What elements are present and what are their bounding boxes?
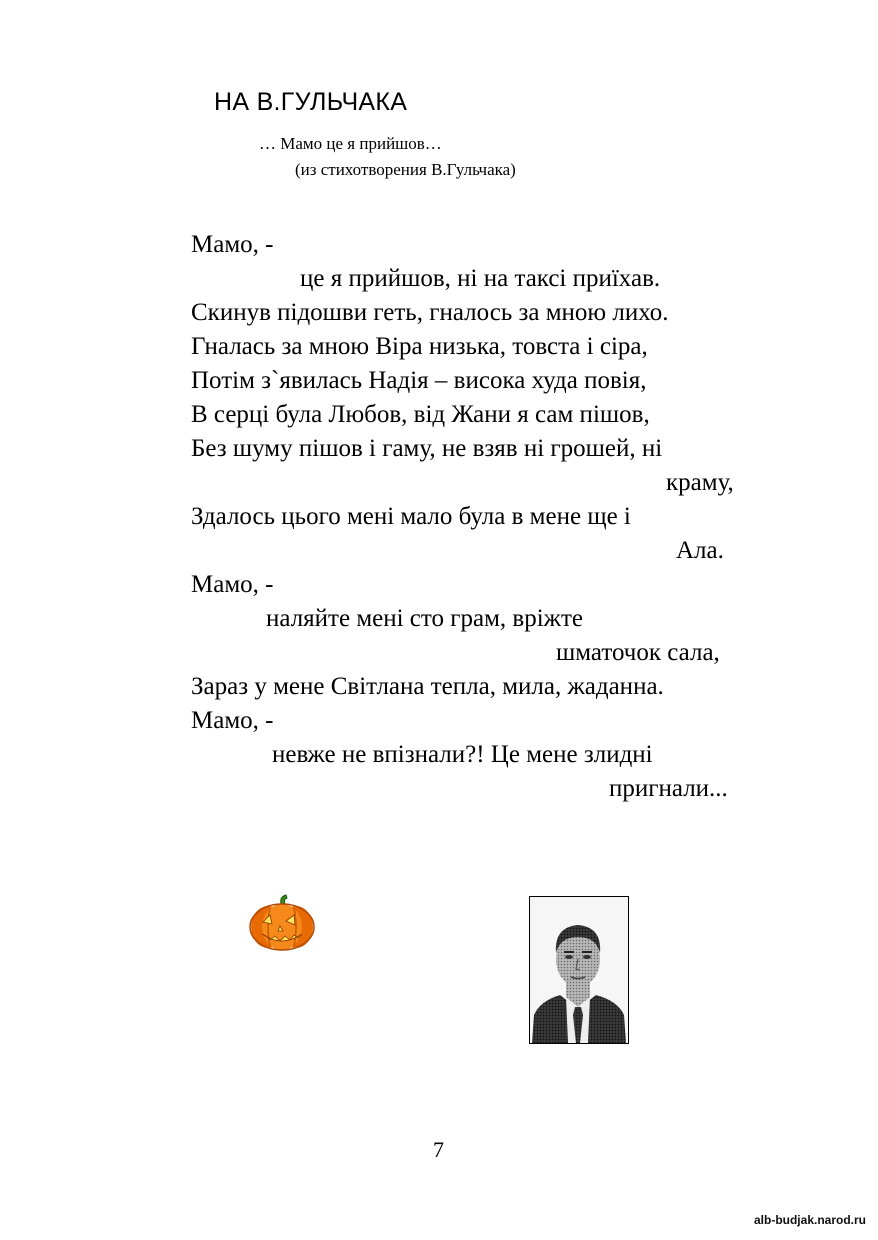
poem-line: краму, <box>666 469 734 496</box>
epigraph-source: (из стихотворения В.Гульчака) <box>295 160 516 179</box>
poem-line: Здалось цього мені мало була в мене ще і <box>191 503 631 530</box>
epigraph-line: … Мамо це я прийшов… <box>259 134 442 153</box>
poem-line: Мамо, - <box>191 231 274 258</box>
poem-title: НА В.ГУЛЬЧАКА <box>214 88 408 116</box>
poem-line: Потім з`явилась Надія – висока худа повія, <box>191 367 647 394</box>
poem-line: Ала. <box>676 537 724 564</box>
watermark: alb-budjak.narod.ru <box>753 1213 866 1227</box>
poem-line: Гналась за мною Віра низька, товста і сіра, <box>191 333 648 360</box>
poem-line: Мамо, - <box>191 707 274 734</box>
poem-line: Зараз у мене Світлана тепла, мила, жаданна. <box>191 673 664 700</box>
poem-line: наляйте мені сто грам, вріжте <box>266 605 583 632</box>
poem-line: Мамо, - <box>191 571 274 598</box>
poem-line: невже не впізнали?! Це мене злидні <box>272 741 653 768</box>
portrait-photo <box>529 896 629 1044</box>
poem-line: пригнали... <box>609 775 728 802</box>
poem-line: В серці була Любов, від Жани я сам пішов, <box>191 401 650 428</box>
poem-line: Скинув підошви геть, гналось за мною лихо. <box>191 299 669 326</box>
poem-line: шматочок сала, <box>556 639 720 666</box>
page-number: 7 <box>433 1137 444 1162</box>
poem-line: це я прийшов, ні на таксі приїхав. <box>300 265 661 292</box>
poem-line: Без шуму пішов і гаму, не взяв ні грошей, ні <box>191 435 663 462</box>
jack-o-lantern-icon <box>248 894 316 954</box>
